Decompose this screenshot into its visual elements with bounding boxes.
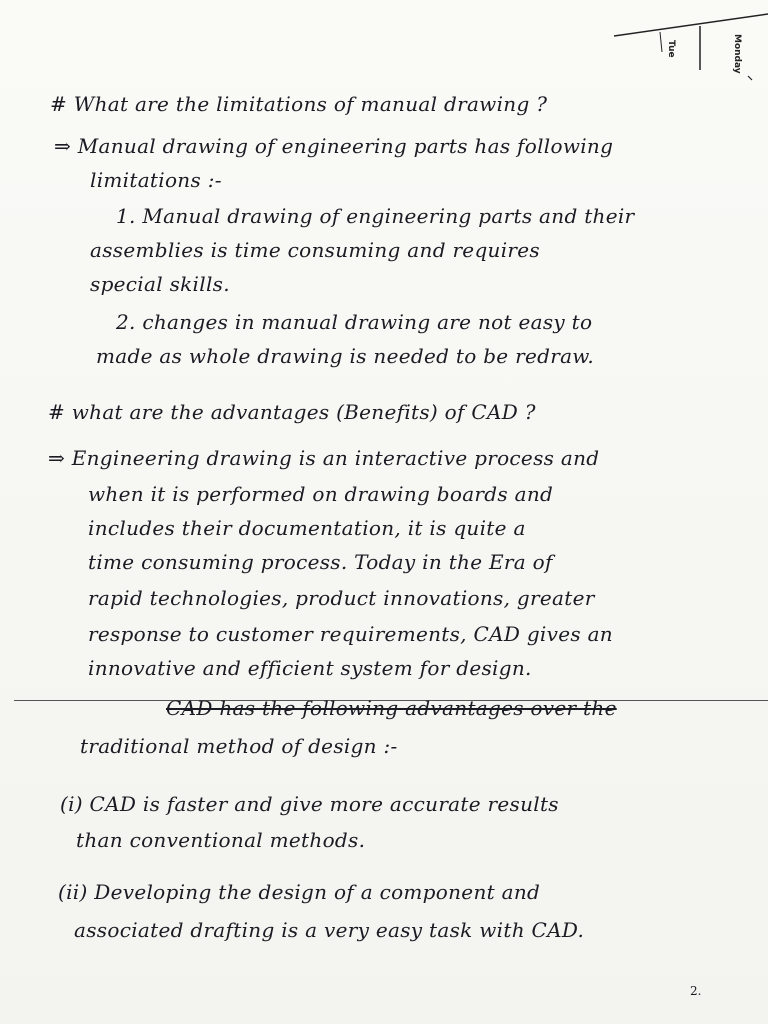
day-header-box	[0, 0, 768, 100]
answer-advantages-line5: rapid technologies, product innovations, greater	[88, 586, 595, 610]
advantage-item2-line2: associated drafting is a very easy task with CAD.	[74, 918, 585, 942]
answer-advantages-line2: when it is performed on drawing boards and	[88, 482, 554, 506]
limitation-item2-line1: 2. changes in manual drawing are not easy to	[116, 310, 593, 334]
answer-limitations-line2: limitations :-	[90, 168, 222, 192]
limitation-item1-line3: special skills.	[90, 272, 230, 296]
answer-advantages-line1: ⇒ Engineering drawing is an interactive process and	[48, 446, 600, 470]
question-limitations: # What are the limitations of manual drawing ?	[50, 92, 548, 116]
day-label-tue: Tue	[666, 40, 676, 58]
page-number: 2.	[690, 984, 702, 998]
answer-advantages-line4: time consuming process. Today in the Era of	[88, 550, 553, 574]
advantages-intro-line1: CAD has the following advantages over the	[166, 696, 617, 720]
day-label-monday: Monday	[732, 34, 742, 74]
answer-advantages-line7: innovative and efficient system for design.	[88, 656, 532, 680]
answer-advantages-line3: includes their documentation, it is quite a	[88, 516, 526, 540]
limitation-item1-line1: 1. Manual drawing of engineering parts and their	[116, 204, 635, 228]
answer-advantages-line6: response to customer requirements, CAD gives an	[88, 622, 613, 646]
advantage-item1-line1: (i) CAD is faster and give more accurate results	[60, 792, 559, 816]
advantage-item1-line2: than conventional methods.	[76, 828, 366, 852]
advantages-intro-line2: traditional method of design :-	[80, 734, 398, 758]
answer-limitations-line1: ⇒ Manual drawing of engineering parts has following	[54, 134, 614, 158]
limitation-item1-line2: assemblies is time consuming and requires	[90, 238, 540, 262]
question-advantages: # what are the advantages (Benefits) of CAD ?	[48, 400, 536, 424]
advantage-item2-line1: (ii) Developing the design of a component and	[58, 880, 541, 904]
limitation-item2-line2: made as whole drawing is needed to be redraw.	[96, 344, 594, 368]
